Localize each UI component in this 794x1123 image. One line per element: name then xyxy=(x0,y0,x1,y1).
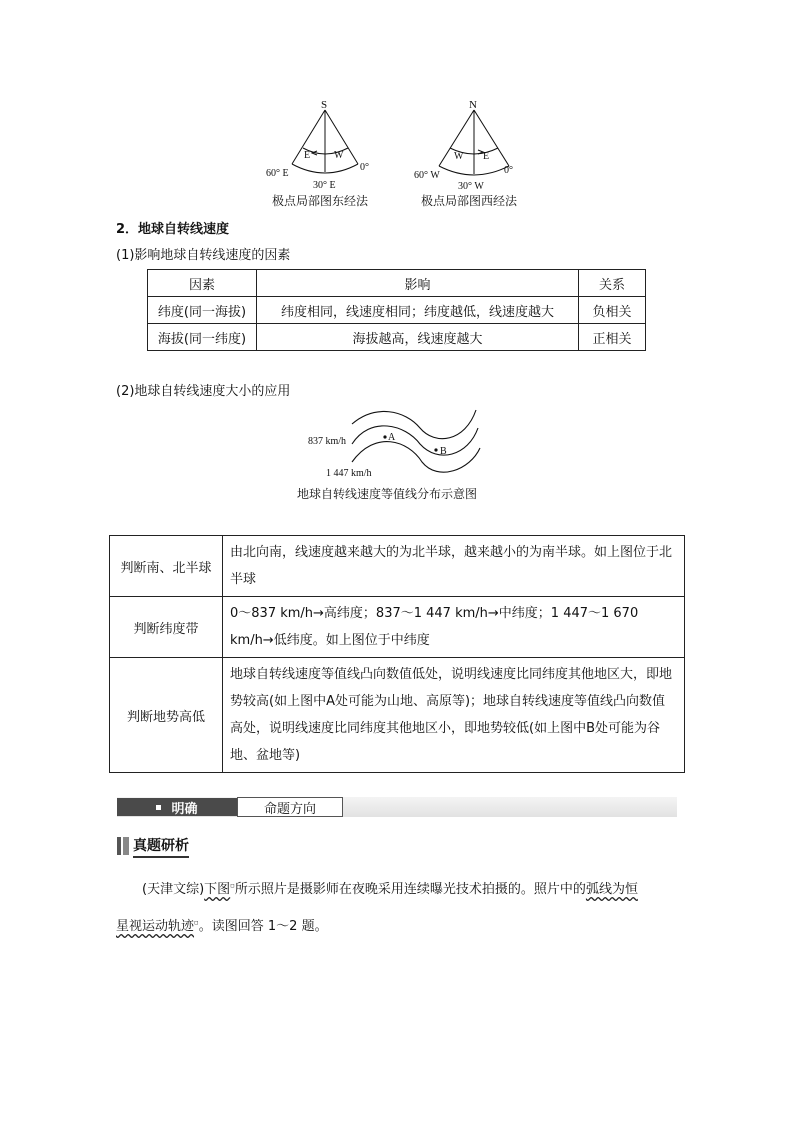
table-cell: 正相关 xyxy=(579,324,646,351)
label-bar-icon xyxy=(123,837,129,855)
table-value-cell: 由北向南，线速度越来越大的为北半球，越来越小的为南半球。如上图位于北半球 xyxy=(223,536,685,597)
question-text: 所示照片是摄影师在夜晚采用连续曝光技术拍摄的。照片中的 xyxy=(234,882,586,897)
pole-diagram-north xyxy=(412,98,532,193)
table-value-cell: 地球自转线速度等值线凸向数值低处，说明线速度比同纬度其他地区大，即地势较高(如上图中A处可能为山地、高原等)；地球自转线速度等值线凸向数值高处，说明线速度比同纬度其他地区小，即地势较低(如上图中B处可能为谷地、盆地等) xyxy=(223,658,685,773)
point-b-label: B xyxy=(440,446,447,457)
table-cell: 海拔越高，线速度越大 xyxy=(257,324,579,351)
table-key-cell: 判断南、北半球 xyxy=(110,536,223,597)
direction-label-w: W xyxy=(454,151,464,162)
table-value-cell: 0～837 km/h→高纬度；837～1 447 km/h→中纬度；1 447～1 670 km/h→低纬度。如上图位于中纬度 xyxy=(223,597,685,658)
contour-figure-caption: 地球自转线速度等值线分布示意图 xyxy=(297,487,478,501)
table-row xyxy=(110,597,685,658)
table-row xyxy=(148,324,646,351)
subheading-factors: (1)影响地球自转线速度的因素 xyxy=(116,248,291,263)
table-key-cell: 判断地势高低 xyxy=(110,658,223,773)
zhenti-label xyxy=(117,836,189,856)
figure-caption-east: 极点局部图东经法 xyxy=(272,194,369,208)
table-key-cell: 判断纬度带 xyxy=(110,597,223,658)
question-underlined-text: 星视运动轨迹 xyxy=(116,919,195,934)
table-row xyxy=(110,658,685,773)
section-band-label xyxy=(117,798,237,816)
table-header-cell: 影响 xyxy=(257,270,579,297)
velocity-contour-diagram xyxy=(300,400,500,482)
point-a-label: A xyxy=(388,432,396,443)
table-row xyxy=(148,297,646,324)
contour-label-837: 837 km/h xyxy=(308,436,347,447)
longitude-label-30w: 30° W xyxy=(458,181,484,192)
question-source: (天津文综) xyxy=(142,882,205,897)
question-line-2 xyxy=(116,915,696,934)
table-header-row xyxy=(148,270,646,297)
contour-label-1447: 1 447 km/h xyxy=(326,468,372,479)
question-text: 。读图回答 1～2 题。 xyxy=(198,919,328,934)
table-cell: 负相关 xyxy=(579,297,646,324)
longitude-label-0: 0° xyxy=(504,165,513,176)
annotation-mark-icon: ▫ xyxy=(194,918,199,927)
section-heading: 2．地球自转线速度 xyxy=(116,222,230,237)
table-row xyxy=(110,536,685,597)
longitude-label-0: 0° xyxy=(360,162,369,173)
subheading-application: (2)地球自转线速度大小的应用 xyxy=(116,384,291,399)
direction-label-w: W xyxy=(334,150,344,161)
table-header-cell: 关系 xyxy=(579,270,646,297)
section-band-title: 明确 xyxy=(171,801,198,817)
zhenti-title: 真题研析 xyxy=(133,835,189,858)
question-underlined-text: 弧线为恒 xyxy=(585,882,638,897)
application-table xyxy=(109,535,685,773)
label-bar-icon xyxy=(117,837,121,855)
longitude-label-30e: 30° E xyxy=(313,180,336,191)
direction-label-e: E xyxy=(304,150,311,161)
square-bullet-icon xyxy=(156,805,161,810)
table-cell: 纬度相同，线速度相同；纬度越低，线速度越大 xyxy=(257,297,579,324)
pole-label-n: N xyxy=(469,99,477,111)
direction-label-e: E xyxy=(483,151,490,162)
longitude-label-60w: 60° W xyxy=(414,170,440,181)
table-cell: 海拔(同一纬度) xyxy=(148,324,257,351)
question-line-1 xyxy=(116,878,696,897)
table-cell: 纬度(同一海拔) xyxy=(148,297,257,324)
figure-caption-west: 极点局部图西经法 xyxy=(421,194,518,208)
annotation-mark-icon: ▫ xyxy=(230,881,235,890)
table-header-cell: 因素 xyxy=(148,270,257,297)
longitude-label-60e: 60° E xyxy=(266,168,289,179)
section-band-tab: 命题方向 xyxy=(237,797,343,817)
question-underlined-text: 下图 xyxy=(204,882,231,897)
pole-label-s: S xyxy=(321,99,328,111)
factor-table xyxy=(147,269,646,351)
pole-diagram-south xyxy=(262,98,382,193)
